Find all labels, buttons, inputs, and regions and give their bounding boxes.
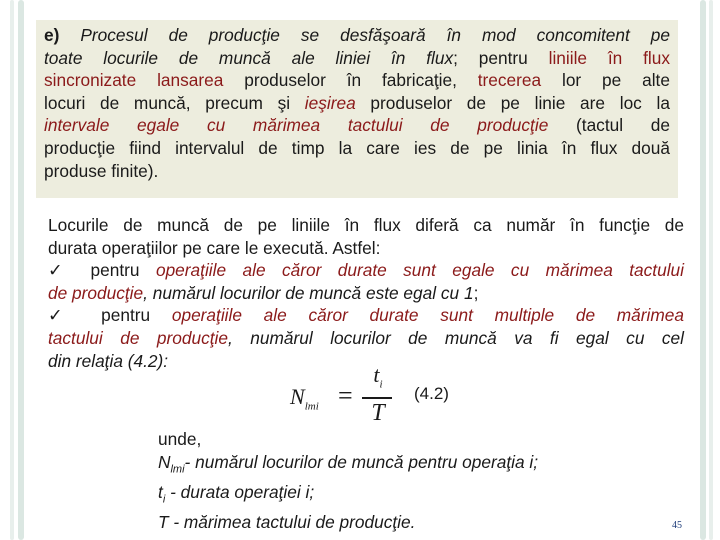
def-line-4: locuri de muncă, precum şi ieşirea produselor de pe linie are loc la: [44, 92, 670, 113]
legend-intro: unde,: [158, 429, 202, 449]
def-line-7: produse finite).: [44, 160, 159, 181]
check-icon: ✓: [48, 305, 80, 326]
bullet-2-line-2: tactului de producţie, numărul locurilor de muncă va fi egal cu cel: [48, 327, 684, 348]
bullet-2-line-3: din relaţia (4.2):: [48, 350, 169, 371]
formula-lhs: $N_{lmi}$: [290, 384, 319, 413]
formula-denominator: T: [371, 400, 385, 426]
formula-numerator: $t_i$: [373, 362, 383, 391]
def-line-5: intervale egale cu mărimea tactului de producţie (tactul de: [44, 115, 670, 136]
formula-4-2: [282, 362, 408, 438]
left-decor-line: [18, 0, 24, 540]
formula-reference: (4.2): [414, 384, 449, 403]
legend-n: $N_{lmi}-$ numărul locurilor de muncă pentru operaţia i;: [158, 451, 539, 476]
legend-tact: T - mărimea tactului de producţie.: [158, 511, 416, 532]
def-line-6: producţie fiind intervalul de timp la care ies de pe linia în flux două: [44, 137, 670, 158]
def-line-1: e) Procesul de producţie se desfăşoară în mod concomitent pe: [44, 25, 670, 45]
body-line-2: durata operaţiilor pe care le execută. Astfel:: [48, 237, 381, 258]
formula-legend: [158, 428, 538, 533]
bullet-1-line-2: de producţie, numărul locurilor de muncă este egal cu 1;: [48, 282, 479, 303]
left-decor-line-2: [10, 0, 14, 540]
right-decor-line: [700, 0, 706, 540]
bullet-2-line-1: ✓ pentru operaţiile ale căror durate sunt multiple de mărimea: [48, 305, 685, 326]
def-line-3: sincronizate lansarea produselor în fabricaţie, trecerea lor pe alte: [44, 70, 670, 91]
page-number: 45: [672, 520, 682, 531]
body-line-1: Locurile de muncă de pe liniile în flux diferă ca număr în funcţie de: [48, 215, 684, 235]
fraction-bar: [362, 397, 392, 399]
body-text: [48, 214, 684, 372]
right-decor-line-2: [709, 0, 713, 540]
def-line-2: toate locurile de muncă ale liniei în flux; pentru liniile în flux: [44, 47, 671, 68]
bullet-1-line-1: ✓ pentru operaţiile ale căror durate sunt egale cu mărimea tactului: [48, 260, 684, 281]
legend-t: $t_i$ - durata operaţiei i;: [158, 481, 315, 506]
formula-equals: =: [338, 381, 353, 410]
definition-box: [36, 20, 678, 198]
check-icon: ✓: [48, 260, 75, 281]
